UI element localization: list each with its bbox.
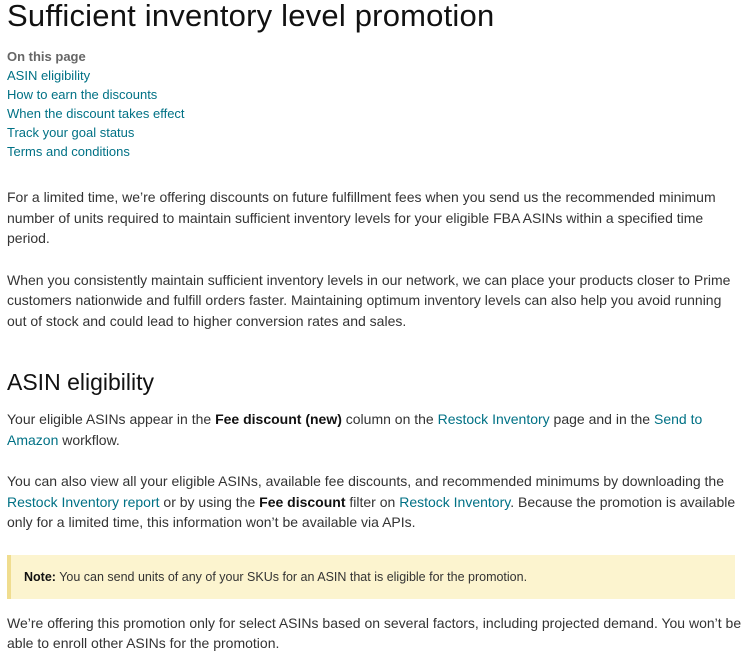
intro-paragraph-2: When you consistently maintain sufficient inventory levels in our network, we can place your products closer to Prime customers nationwide and fulfill orders faster. Maintaining optimum inventory levels can also help you avoid running out of stock and could lead to higher conversion rates and sales. — [7, 271, 731, 329]
on-this-page-nav — [7, 47, 755, 161]
toc-link-how-to-earn[interactable]: How to earn the discounts — [7, 87, 158, 102]
text-fragment: workflow. — [58, 431, 120, 448]
page-title: Sufficient inventory level promotion — [7, 0, 495, 33]
text-fragment: . Because the promotion is available only for a limited time, this information won’t be available via APIs. — [7, 493, 736, 530]
toc-link-track-goal-status[interactable]: Track your goal status — [7, 125, 135, 140]
toc-link-when-discount-takes-effect[interactable]: When the discount takes effect — [7, 106, 185, 121]
fee-discount-new-label: Fee discount (new) — [215, 411, 342, 427]
text-fragment: filter on — [345, 493, 400, 510]
text-fragment: Your eligible ASINs appear in the — [7, 411, 216, 427]
toc-link-terms-and-conditions[interactable]: Terms and conditions — [7, 144, 130, 159]
eligibility-paragraph-1 — [7, 409, 742, 450]
toc-link-asin-eligibility[interactable]: ASIN eligibility — [7, 68, 91, 83]
restock-inventory-link-2[interactable]: Restock Inventory — [399, 493, 511, 510]
note-label: Note: — [24, 569, 56, 584]
eligibility-paragraph-3: We’re offering this promotion only for select ASINs based on several factors, including projected demand. You won’t be able to enroll other ASINs for the promotion. — [7, 614, 742, 651]
text-fragment: page and in the — [549, 411, 654, 427]
text-fragment: column on the — [341, 411, 438, 427]
note-text: You can send units of any of your SKUs for an ASIN that is eligible for the promotion. — [55, 569, 528, 584]
note-callout — [7, 555, 735, 599]
text-fragment: or by using the — [159, 493, 260, 510]
section-heading-asin-eligibility: ASIN eligibility — [7, 369, 154, 395]
toc-heading: On this page — [7, 49, 86, 64]
send-to-amazon-link[interactable]: Send to Amazon — [7, 411, 703, 448]
restock-inventory-link[interactable]: Restock Inventory — [437, 411, 550, 427]
eligibility-paragraph-2 — [7, 471, 742, 533]
intro-paragraph-1: For a limited time, we’re offering discounts on future fulfillment fees when you send us the recommended minimum number of units required to maintain sufficient inventory levels for your eligible FBA ASINs within a specified time period. — [7, 189, 716, 246]
fee-discount-filter-label: Fee discount — [259, 493, 346, 510]
restock-inventory-report-link[interactable]: Restock Inventory report — [7, 493, 160, 510]
text-fragment: You can also view all your eligible ASINs, available fee discounts, and recommended minimums by downloading the — [7, 473, 724, 489]
